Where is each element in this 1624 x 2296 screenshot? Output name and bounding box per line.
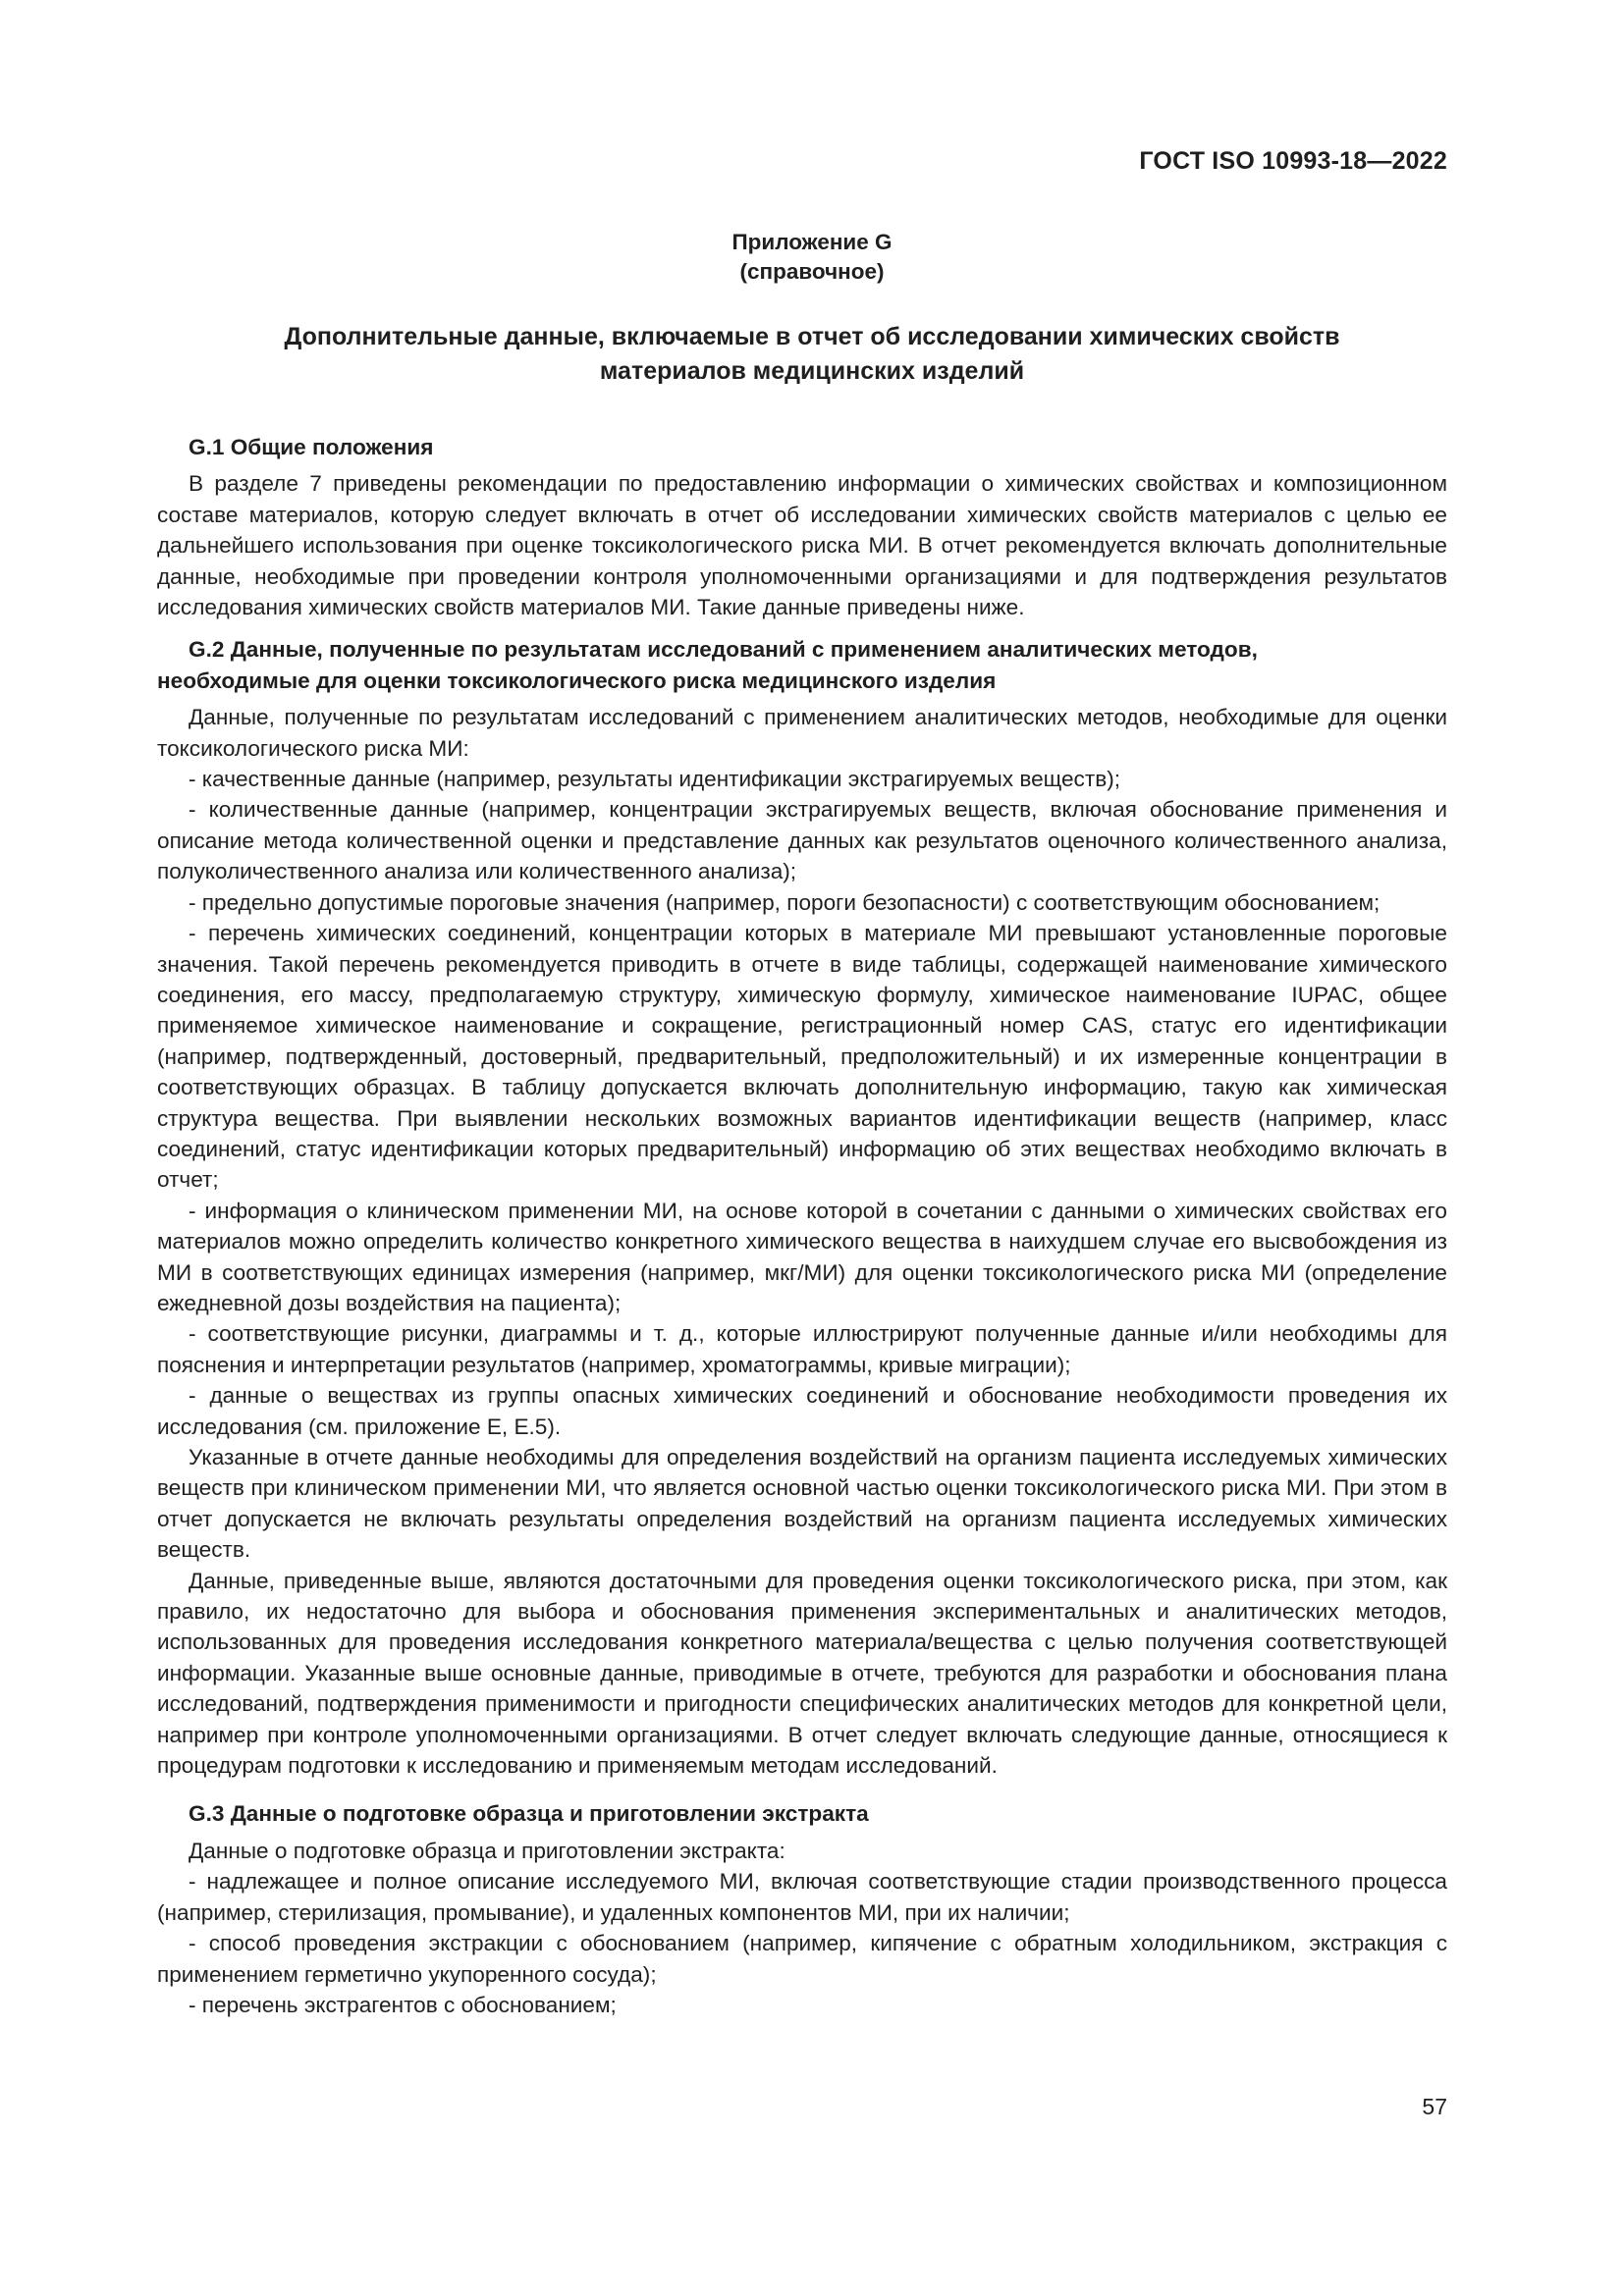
section-g2-heading-line-2: необходимые для оценки токсикологического риска медицинского изделия: [157, 667, 997, 693]
annex-title: [147, 320, 1477, 389]
list-item: - качественные данные (например, результаты идентификации экстрагируемых веществ);: [189, 767, 1121, 792]
section-g3-heading: G.3 Данные о подготовке образца и приготовлении экстракта: [189, 1801, 869, 1827]
annex-title-line-2: материалов медицинских изделий: [599, 357, 1025, 385]
list-item: - предельно допустимые пороговые значения (например, пороги безопасности) с соответствующим обоснованием;: [189, 889, 1380, 915]
section-g3-intro: Данные о подготовке образца и приготовлении экстракта:: [189, 1838, 785, 1863]
document-body: [157, 432, 1447, 2020]
annex-label: Приложение G: [731, 230, 893, 254]
annex-type: (справочное): [739, 259, 885, 284]
page-number: 57: [1422, 2094, 1447, 2119]
list-item: - надлежащее и полное описание исследуемого МИ, включая соответствующие стадии производственного процесса (например, стерилизация, промывание), и удаленных компонентов МИ, при их наличии;: [157, 1869, 1447, 1925]
list-item: - информация о клиническом применении МИ, на основе которой в сочетании с данными о химических свойствах его материалов можно определить количество конкретного химического вещества в наихудшем случае его высвобождения из МИ в соответствующих единицах измерения (например, мкг/МИ) для оценки токсикологического риска МИ (определение ежедневной дозы воздействия на пациента);: [157, 1198, 1447, 1315]
section-g1-heading: G.1 Общие положения: [189, 435, 434, 459]
annex-heading: [0, 228, 1624, 287]
list-item: - данные о веществах из группы опасных химических соединений и обоснование необходимости проведения их исследования (см. приложение Е, Е.5).: [157, 1383, 1447, 1439]
list-item: - соответствующие рисунки, диаграммы и т. д., которые иллюстрируют полученные данные и/или необходимы для пояснения и интерпретации результатов (например, хроматограммы, кривые миграции);: [157, 1321, 1447, 1377]
section-g2-intro: Данные, полученные по результатам исследований с применением аналитических методов, необходимые для оценки токсикологического риска МИ:: [157, 705, 1447, 761]
section-g1-paragraph: В разделе 7 приведены рекомендации по предоставлению информации о химических свойствах и композиционном составе материалов, которую следует включать в отчет об исследовании химических свойств материалов с целью ее дальнейшего использования при оценке токсикологического риска МИ. В отчет рекомендуется включать дополнительные данные, необходимые при проведении контроля уполномоченными организациями и для подтверждения результатов исследования химических свойств материалов МИ. Такие данные приведены ниже.: [157, 471, 1447, 620]
section-g2-paragraph-3: Данные, приведенные выше, являются достаточными для проведения оценки токсикологического риска, при этом, как правило, их недостаточно для выбора и обоснования применения экспериментальных и аналитических методов, использованных для проведения исследования конкретного материала/вещества с целью получения соответствующей информации. Указанные выше основные данные, приводимые в отчете, требуются для разработки и обоснования плана исследований, подтверждения применимости и пригодности специфических аналитических методов для конкретной цели, например при контроле уполномоченными организациями. В отчет следует включать следующие данные, относящиеся к процедурам подготовки к исследованию и применяемым методам исследований.: [157, 1568, 1447, 1779]
document-code-header: ГОСТ ISO 10993-18—2022: [1139, 147, 1447, 175]
annex-title-line-1: Дополнительные данные, включаемые в отчет об исследовании химических свойств: [284, 323, 1340, 350]
section-g2-heading: [157, 634, 1447, 696]
section-g2-heading-line-1: G.2 Данные, полученные по результатам исследований с применением аналитических методов,: [189, 637, 1258, 663]
list-item: - способ проведения экстракции с обоснованием (например, кипячение с обратным холодильником, экстракция с применением герметично укупоренного сосуда);: [157, 1931, 1447, 1987]
list-item: - количественные данные (например, концентрации экстрагируемых веществ, включая обоснование применения и описание метода количественной оценки и представление данных как результатов оценочного количественного анализа, полуколичественного анализа или количественного анализа);: [157, 797, 1447, 884]
list-item: - перечень экстрагентов с обоснованием;: [189, 1992, 617, 2017]
section-g2-paragraph-2: Указанные в отчете данные необходимы для определения воздействий на организм пациента исследуемых химических веществ при клиническом применении МИ, что является основной частью оценки токсикологического риска МИ. При этом в отчет допускается не включать результаты определения воздействий на организм пациента исследуемых химических веществ.: [157, 1445, 1447, 1563]
list-item: - перечень химических соединений, концентрации которых в материале МИ превышают установленные пороговые значения. Такой перечень рекомендуется приводить в отчете в виде таблицы, содержащей наименование химического соединения, его массу, предполагаемую структуру, химическую формулу, химическое наименование IUPAC, общее применяемое химическое наименование и сокращение, регистрационный номер CAS, статус его идентификации (например, подтвержденный, достоверный, предварительный, предположительный) и их измеренные концентрации в соответствующих образцах. В таблицу допускается включать дополнительную информацию, такую как химическая структура вещества. При выявлении нескольких возможных вариантов идентификации веществ (например, класс соединений, статус идентификации которых предварительный) информацию об этих веществах необходимо включать в отчет;: [157, 921, 1447, 1193]
